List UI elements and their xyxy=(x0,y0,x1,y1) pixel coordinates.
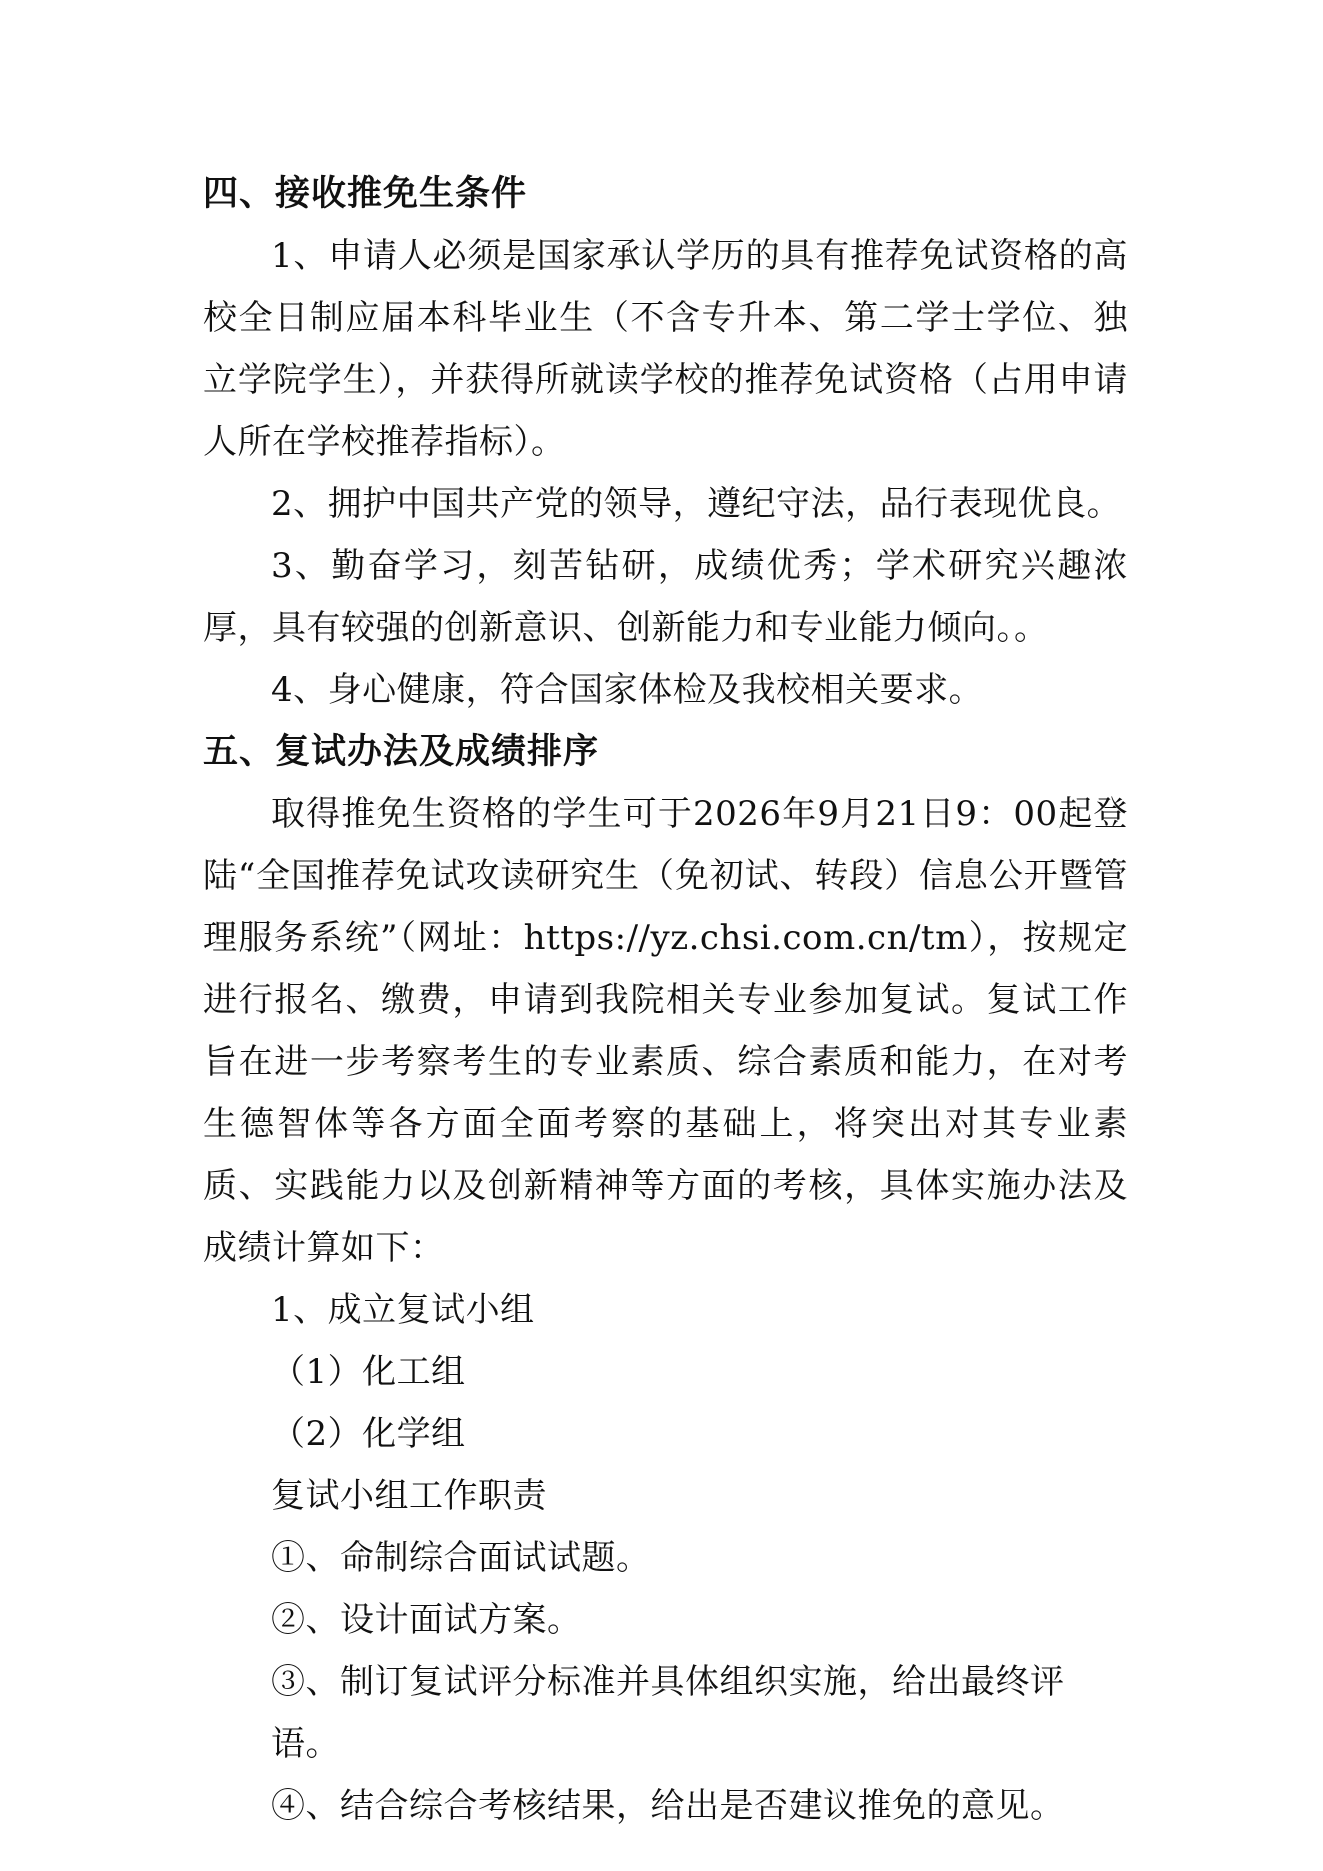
list-item-chemistry-group: （2）化学组 xyxy=(271,1414,466,1454)
list-item-form-group: 1、成立复试小组 xyxy=(271,1290,535,1330)
list-item-chem-eng-group: （1）化工组 xyxy=(271,1352,466,1392)
document-body xyxy=(203,163,1128,1837)
list-item-duties-title: 复试小组工作职责 xyxy=(271,1476,547,1516)
condition-paragraph-4: 4、身心健康，符合国家体检及我校相关要求。 xyxy=(271,670,984,710)
list-item-duty-2: ②、设计面试方案。 xyxy=(271,1600,582,1640)
condition-paragraph-2: 2、拥护中国共产党的领导，遵纪守法，品行表现优良。 xyxy=(271,484,1122,524)
condition-paragraph-1: 1、申请人必须是国家承认学历的具有推荐免试资格的高校全日制应届本科毕业生（不含专升本、第二学士学位、独立学院学生），并获得所就读学校的推荐免试资格（占用申请人所在学校推荐指标）。 xyxy=(203,236,1128,462)
list-item-duty-1: ①、命制综合面试试题。 xyxy=(271,1538,651,1578)
list-item-duty-3: ③、制订复试评分标准并具体组织实施，给出最终评语。 xyxy=(271,1662,1065,1764)
list-item-duty-4: ④、结合综合考核结果，给出是否建议推免的意见。 xyxy=(271,1786,1065,1826)
section-heading-retest: 五、复试办法及成绩排序 xyxy=(203,732,600,772)
section-heading-conditions: 四、接收推免生条件 xyxy=(203,174,528,214)
retest-paragraph: 取得推免生资格的学生可于2026年9月21日9：00起登陆“全国推荐免试攻读研究生（免初试、转段）信息公开暨管理服务系统”（网址：https://yz.chsi.com.cn/tm），按规定进行报名、缴费，申请到我院相关专业参加复试。复试工作旨在进一步考察考生的专业素质、综合素质和能力，在对考生德智体等各方面全面考察的基础上，将突出对其专业素质、实践能力以及创新精神等方面的考核，具体实施办法及成绩计算如下： xyxy=(203,794,1128,1268)
condition-paragraph-3: 3、勤奋学习，刻苦钻研，成绩优秀；学术研究兴趣浓厚，具有较强的创新意识、创新能力和专业能力倾向。。 xyxy=(203,546,1128,648)
